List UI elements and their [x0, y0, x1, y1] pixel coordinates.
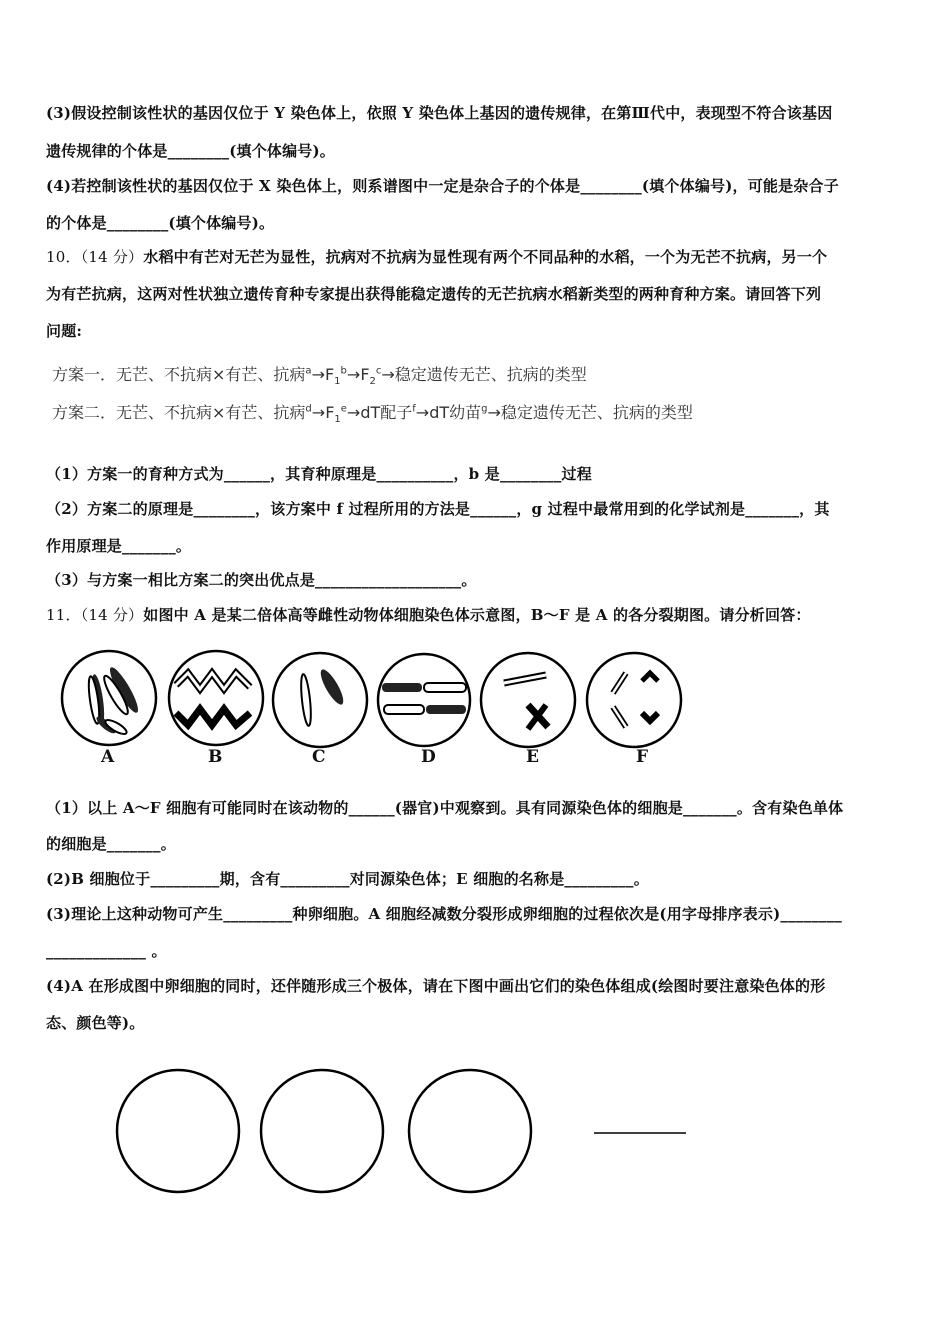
q11-part1-line2: 的细胞是_______。	[46, 835, 176, 853]
q10-stem-line2: 为有芒抗病，这两对性状独立遗传育种专家提出获得能稳定遗传的无芒抗病水稻新类型的两种育种方案。请回答下列	[46, 285, 822, 303]
figure-label-a: A	[101, 747, 115, 767]
drawing-circle-1[interactable]	[117, 1070, 239, 1192]
figure-label-d: D	[421, 747, 436, 767]
arrow-icon: →	[487, 403, 501, 422]
q11-stem-text: 如图中 A 是某二倍体高等雌性动物体细胞染色体示意图，B～F 是 A 的各分裂期图。请分析回答：	[143, 606, 811, 624]
q10-stem-line3: 问题:	[46, 322, 83, 340]
cell-f	[587, 653, 681, 747]
q11-score: （14 分）	[80, 606, 144, 624]
figure-label-e: E	[526, 747, 539, 767]
arrow-label-b: b	[340, 365, 347, 377]
q11-part4-line1: (4)A 在形成图中卵细胞的同时，还伴随形成三个极体，请在下图中画出它们的染色体组成(绘图时要注意染色体的形	[46, 977, 826, 995]
q11-part3-line2: _____________ 。	[46, 942, 167, 960]
q10-stem-line1	[46, 246, 827, 267]
cell-c	[273, 653, 367, 747]
arrow-label-g: g	[481, 403, 488, 415]
scheme-two: 方案二．无芒、不抗病×有芒、抗病$^d\to F_1^e\to dT$配子$^f$→dT幼苗$^g$→稳定遗传无芒、抗病的类型	[52, 403, 693, 426]
q9-part4-line2: 的个体是________(填个体编号)。	[46, 214, 275, 232]
q9-part3-line2: 遗传规律的个体是________(填个体编号)。	[46, 142, 335, 160]
q10-stem-text: 水稻中有芒对无芒为显性，抗病对不抗病为显性现有两个不同品种的水稻，一个为无芒不抗病，另一个	[143, 248, 828, 266]
q11-part3-line1: (3)理论上这种动物可产生_________种卵细胞。A 细胞经减数分裂形成卵细胞的过程依次是(用字母排序表示)________	[46, 905, 842, 923]
arrow-icon: →	[346, 365, 361, 384]
cell-d	[378, 654, 470, 746]
q11-number: 11．	[46, 606, 81, 624]
arrow-icon: →	[311, 365, 325, 384]
q9-part3-line1: (3)假设控制该性状的基因仅位于 Y 染色体上，依照 Y 染色体上基因的遗传规律，在第Ⅲ代中，表现型不符合该基因	[46, 104, 833, 122]
figure-label-c: C	[312, 747, 326, 767]
cell-b	[169, 651, 263, 745]
q11-part4-line2: 态、颜色等)。	[46, 1014, 145, 1032]
drawing-circle-3[interactable]	[409, 1070, 531, 1192]
q9-part4-line1: (4)若控制该性状的基因仅位于 X 染色体上，则系谱图中一定是杂合子的个体是________(填个体编号)，可能是杂合子	[46, 177, 839, 195]
cell-a	[62, 651, 156, 745]
figure-label-f: F	[636, 747, 649, 767]
arrow-label-e: e	[340, 403, 347, 415]
polar-body-drawing-area[interactable]	[110, 1058, 710, 1208]
scheme-one: 方案一．无芒、不抗病×有芒、抗病$^a\to F_1^b\to F_2^c\to$稳定遗传无芒、抗病的类型	[52, 365, 587, 388]
q11-stem	[46, 604, 811, 625]
arrow-label-f: f	[412, 403, 416, 415]
q11-part1-line1: （1）以上 A～F 细胞有可能同时在该动物的______(器官)中观察到。具有同源染色体的细胞是_______。含有染色单体	[46, 799, 844, 817]
arrow-icon: →	[415, 403, 430, 422]
q10-sub2-line2: 作用原理是_______。	[46, 537, 192, 555]
drawing-circle-2[interactable]	[261, 1070, 383, 1192]
arrow-label-c: c	[375, 365, 382, 377]
q11-part2: (2)B 细胞位于_________期，含有_________对同源染色体；E 细胞的名称是_________。	[46, 870, 649, 888]
q10-sub2-line1: （2）方案二的原理是________，该方案中 f 过程所用的方法是______，g 过程中最常用到的化学试剂是_______，其	[46, 500, 830, 518]
figure-label-b: B	[208, 747, 223, 767]
arrow-icon: →	[381, 365, 395, 384]
arrow-label-d: d	[305, 403, 312, 415]
q10-score: （14 分）	[80, 248, 144, 266]
arrow-icon: →	[311, 403, 326, 422]
q10-number: 10．	[46, 248, 81, 266]
cell-division-figure	[58, 645, 698, 775]
arrow-label-a: a	[305, 365, 312, 377]
q10-sub1: （1）方案一的育种方式为______，其育种原理是__________，b 是________过程	[46, 465, 592, 483]
arrow-icon: →	[346, 403, 361, 422]
q10-sub3: （3）与方案一相比方案二的突出优点是___________________。	[46, 571, 477, 589]
cell-e	[481, 653, 575, 747]
